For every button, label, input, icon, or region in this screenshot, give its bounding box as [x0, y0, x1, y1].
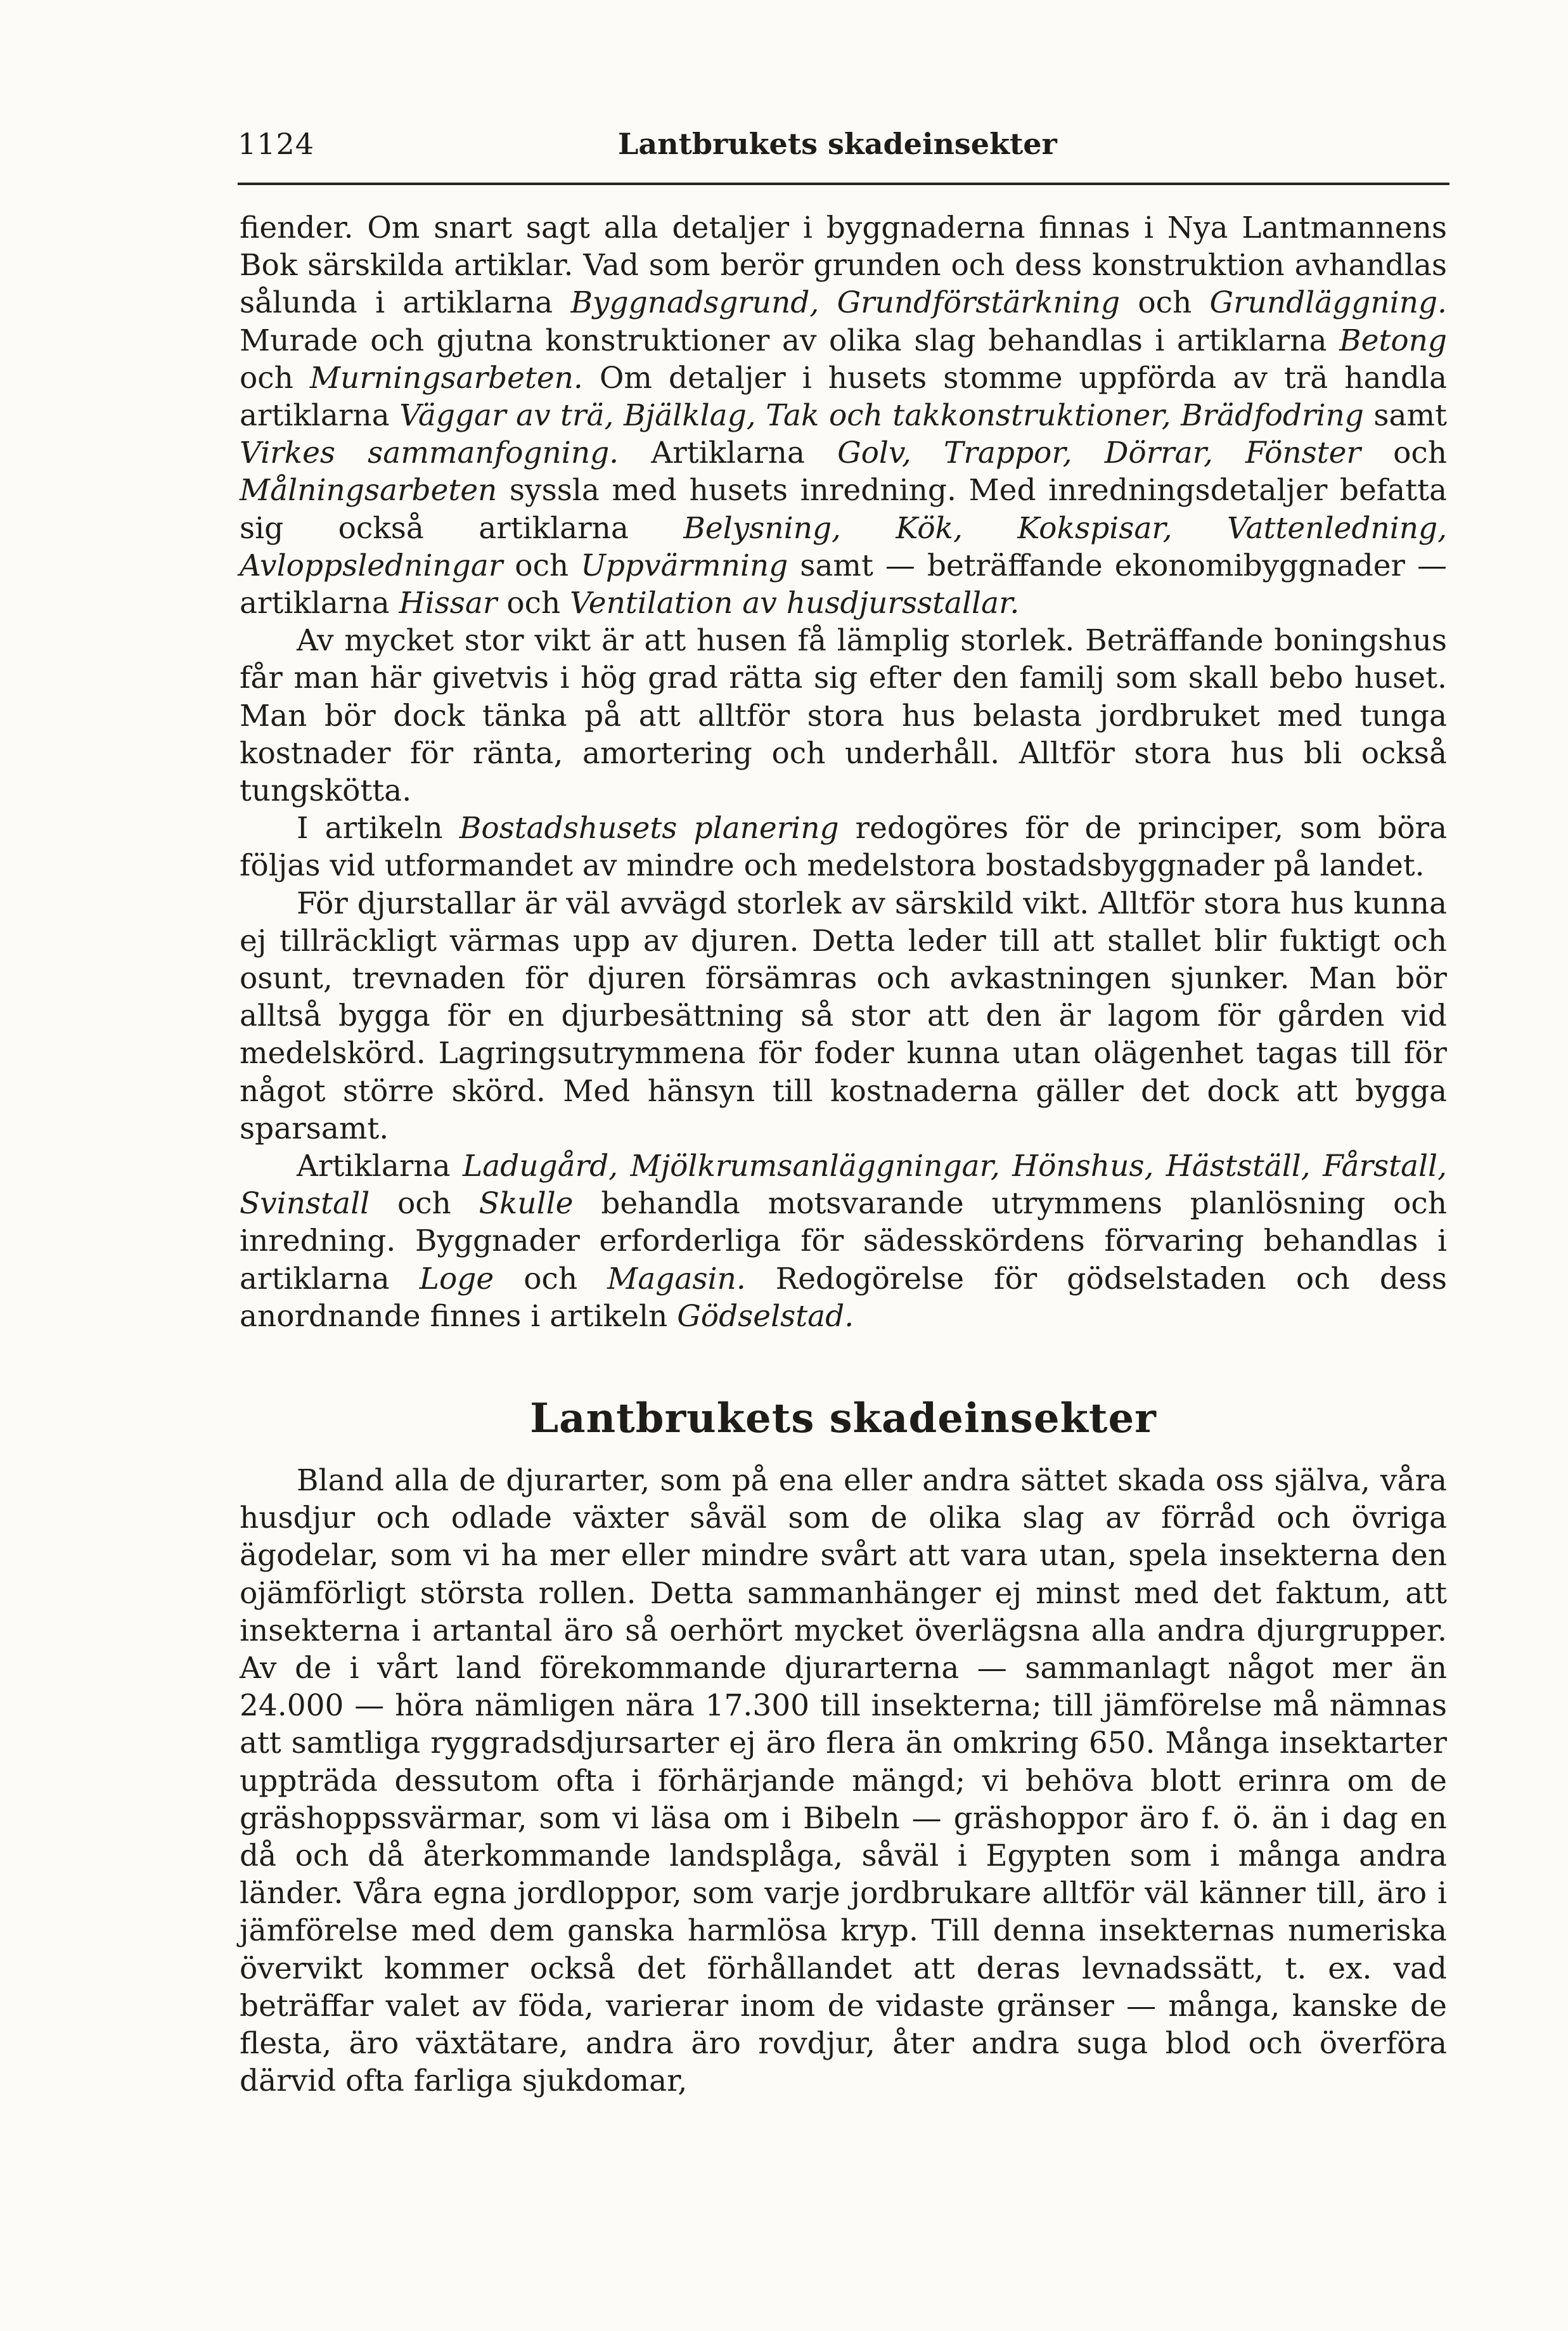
article-reference: Virkes sammanfogning. — [240, 436, 619, 471]
text-run: och — [494, 1261, 608, 1296]
paragraph — [240, 885, 1447, 1147]
article-reference: Skulle — [479, 1186, 574, 1222]
text-run: och — [1360, 436, 1447, 471]
article-reference: Ventilation av husdjursstallar. — [570, 586, 1020, 621]
article-reference: Murningsarbeten. — [309, 360, 583, 396]
text-run: I artikeln — [297, 811, 459, 846]
text-run: Murade och gjutna konstruktioner av olika slag behandlas i artiklarna — [240, 323, 1340, 358]
article-reference: Belysning, Kök, Kokspisar, Vattenledning, Avloppsledningar — [240, 510, 1448, 583]
text-run: och — [503, 548, 581, 583]
text-run: Av mycket stor vikt är att husen få lämplig storlek. Beträffande boningshus får man här givetvis i hög grad rätta sig efter den familj som skall bebo huset. Man bör dock tänka på att alltför stora hus belasta jordbruket med tunga kostnader för ränta, amortering och underhåll. Alltför stora hus bli också tungskötta. — [240, 623, 1447, 809]
body-text-section-1 — [240, 209, 1447, 1335]
text-run: Om detaljer i husets stomme uppförda av trä handla artiklarna — [240, 360, 1447, 434]
text-run: och — [497, 586, 570, 621]
article-reference: Ladugård, Mjölkrumsanläggningar, Hönshus, Hästställ, Fårstall, Svinstall — [240, 1149, 1448, 1222]
paragraph: Bland alla de djurarter, som på ena eller andra sättet skada oss själva, våra husdjur och odlade växter såväl som de olika slag av förråd och övriga ägodelar, som vi ha mer eller mindre svårt att vara utan, spela insekterna den ojämförligt största rollen. Detta sammanhänger ej minst med det faktum, att insekterna i artantal äro så oerhört mycket överlägsna alla andra djurgrupper. Av de i vårt land förekommande djurarterna — sammanlagt något mer än 24.000 — höra nämligen nära 17.300 till insekterna; till jämförelse må nämnas att samtliga ryggradsdjursarter ej äro flera än omkring 650. Många insektarter uppträda dessutom ofta i förhärjande mängd; vi behöva blott erinra om de gräshoppssvärmar, som vi läsa om i Bibeln — gräshoppor äro f. ö. än i dag en då och då återkommande landsplåga, såväl i Egypten som i många andra länder. Våra egna jordloppor, som varje jordbrukare alltför väl känner till, äro i jämförelse med dem ganska harmlösa kryp. Till denna insekternas numeriska övervikt kommer också det förhållandet att deras levnadssätt, t. ex. vad beträffar valet av föda, varierar inom de vidaste gränser — många, kanske de flesta, äro växtätare, andra äro rovdjur, åter andra suga blod och överföra därvid ofta farliga sjukdomar, — [240, 1463, 1447, 2099]
text-run: Artiklarna — [619, 436, 838, 471]
text-run: behandla motsvarande utrymmens planlösning och inredning. Byggnader erforderliga för sädesskördens förvaring behandlas i artiklarna — [240, 1186, 1447, 1296]
text-run: Redogörelse för gödselstaden och dess anordnande finnes i artikeln — [240, 1261, 1447, 1334]
text-run: syssla med husets inredning. Med inredningsdetaljer befatta sig också artiklarna — [240, 473, 1447, 546]
running-head: Lantbrukets skadeinsekter — [618, 127, 1057, 161]
paragraph — [240, 209, 1447, 622]
section-heading: Lantbrukets skadeinsekter — [530, 1395, 1157, 1442]
header-rule — [238, 183, 1449, 185]
article-reference: Uppvärmning — [581, 548, 788, 583]
text-run: samt — [1363, 398, 1447, 434]
article-reference: Målningsarbeten — [240, 473, 498, 508]
text-run: och — [1120, 285, 1210, 321]
text-run: fiender. Om snart sagt alla detaljer i byggnaderna finnas i Nya Lantmannens Bok särskilda artiklar. Vad som berör grunden och dess konstruktion avhandlas sålunda i artiklarna — [240, 210, 1447, 321]
article-reference: Golv, Trappor, Dörrar, Fönster — [837, 436, 1361, 471]
article-reference: Gödselstad. — [677, 1298, 854, 1334]
article-reference: Hissar — [399, 586, 498, 621]
article-reference: Väggar av trä, Bjälklag, Tak och takkonstruktioner, Brädfodring — [399, 398, 1364, 434]
page-number: 1124 — [238, 127, 315, 161]
article-reference: Bostadshusets planering — [459, 811, 839, 846]
paragraph — [240, 810, 1447, 884]
text-run: För djurstallar är väl avvägd storlek av särskild vikt. Alltför stora hus kunna ej tillräckligt värmas upp av djuren. Detta leder till att stallet blir fuktigt och osunt, trevnaden för djuren försämras och avkastningen sjunker. Man bör alltså bygga för en djurbesättning så stor att den är lagom för gården vid medelskörd. Lagringsutrymmena för foder kunna utan olägenhet tagas till för något större skörd. Med hänsyn till kostnaderna gäller det dock att bygga sparsamt. — [240, 886, 1447, 1146]
page-header — [238, 127, 1448, 178]
article-reference: Loge — [419, 1261, 494, 1296]
text-run: och — [240, 360, 310, 396]
article-reference: Betong — [1339, 323, 1447, 358]
body-text-section-2 — [240, 1462, 1447, 2100]
paragraph — [240, 1147, 1447, 1335]
paragraph — [240, 622, 1447, 810]
article-reference: Magasin. — [607, 1261, 746, 1296]
text-run: och — [370, 1186, 479, 1222]
text-run: redogöres för de principer, som böra följas vid utformandet av mindre och medelstora bostadsbyggnader på landet. — [240, 811, 1447, 884]
article-reference: Byggnadsgrund, Grundförstärkning — [570, 285, 1121, 321]
article-reference: Grundläggning. — [1209, 285, 1447, 321]
text-run: samt — beträffande ekonomibyggnader — artiklarna — [240, 548, 1447, 621]
text-run: Artiklarna — [297, 1149, 463, 1184]
